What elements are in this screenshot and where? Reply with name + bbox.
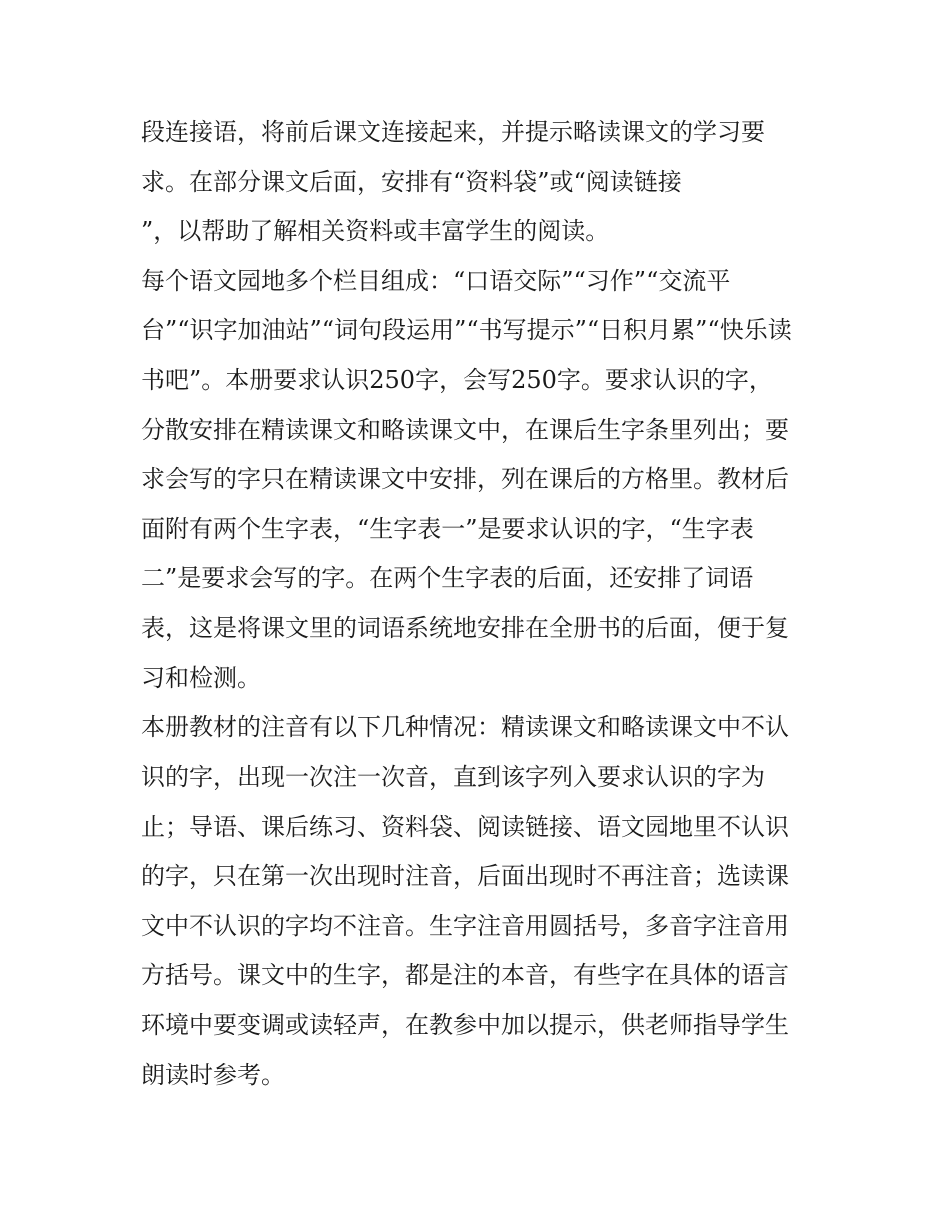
text-line: 面附有两个生字表，“生字表一”是要求认识的字，“生字表	[141, 515, 754, 543]
text-line: 段连接语，将前后课文连接起来，并提示略读课文的学习要	[141, 118, 765, 146]
text-line: 分散安排在精读课文和略读课文中，在课后生字条里列出；要	[141, 416, 789, 444]
text-line: 台”“识字加油站”“词句段运用”“书写提示”“日积月累”“快乐读	[141, 316, 792, 344]
text-line: 书吧”。本册要求认识250字，会写250字。要求认识的字，	[141, 366, 773, 394]
text-line: 每个语文园地多个栏目组成：“口语交际”“习作”“交流平	[141, 267, 731, 295]
text-line: 方括号。课文中的生字，都是注的本音，有些字在具体的语言	[141, 961, 789, 989]
text-line: 二”是要求会写的字。在两个生字表的后面，还安排了词语	[141, 564, 754, 592]
text-line: 本册教材的注音有以下几种情况：精读课文和略读课文中不认	[141, 713, 789, 741]
text-line: 环境中要变调或读轻声，在教参中加以提示，供老师指导学生	[141, 1011, 789, 1039]
text-line: 朗读时参考。	[141, 1061, 285, 1089]
text-line: 止；导语、课后练习、资料袋、阅读链接、语文园地里不认识	[141, 813, 789, 841]
text-line: 识的字，出现一次注一次音，直到该字列入要求认识的字为	[141, 763, 765, 791]
text-line: 求会写的字只在精读课文中安排，列在课后的方格里。教材后	[141, 465, 789, 493]
text-line: 文中不认识的字均不注音。生字注音用圆括号，多音字注音用	[141, 912, 789, 940]
text-line: 习和检测。	[141, 664, 261, 692]
text-line: 求。在部分课文后面，安排有“资料袋”或“阅读链接	[141, 168, 682, 196]
text-line: 的字，只在第一次出现时注音，后面出现时不再注音；选读课	[141, 862, 789, 890]
text-line: 表，这是将课文里的词语系统地安排在全册书的后面，便于复	[141, 614, 789, 642]
text-line: ”，以帮助了解相关资料或丰富学生的阅读。	[141, 217, 610, 245]
